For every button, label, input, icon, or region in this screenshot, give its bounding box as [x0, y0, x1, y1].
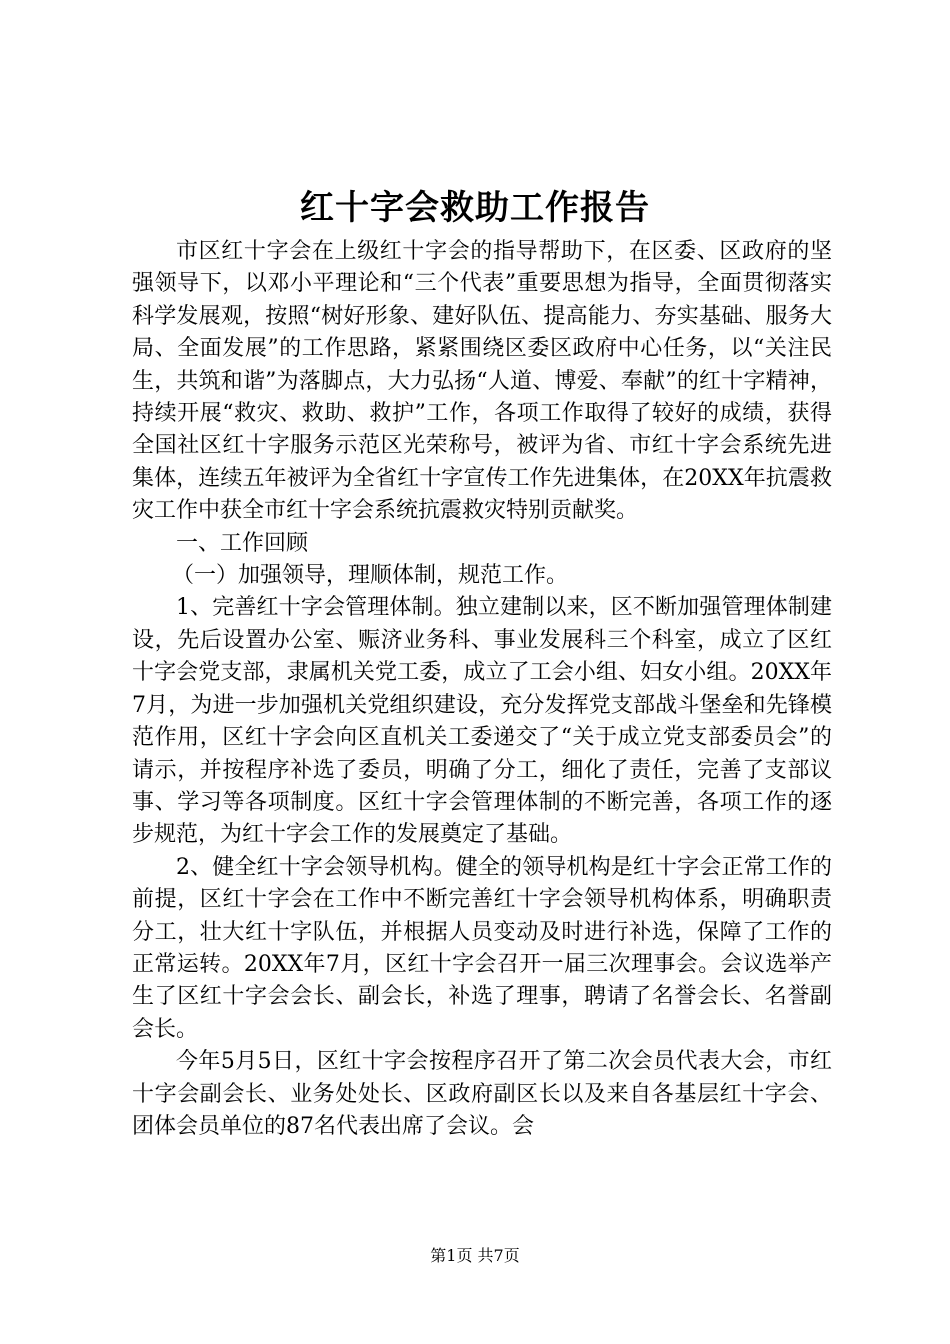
- section-heading: 一、工作回顾: [176, 530, 309, 556]
- page-footer: 第1页 共7页: [430, 1246, 520, 1265]
- intro-paragraph: 市区红十字会在上级红十字会的指导帮助下，在区委、区政府的坚强领导下，以邓小平理论和“三个代表”重要思想为指导，全面贯彻落实科学发展观，按照“树好形象、建好队伍、提高能力、夯实基础、服务大局、全面发展”的工作思路，紧紧围绕区委区政府中心任务，以“关注民生，共筑和谐”为落脚点，大力弘扬“人道、博爱、奉献”的红十字精神，持续开展“救灾、救助、救护”工作，各项工作取得了较好的成绩，获得全国社区红十字服务示范区光荣称号，被评为省、市红十字会系统先进集体，连续五年被评为全省红十字宣传工作先进集体，在20XX年抗震救灾工作中获全市红十字会系统抗震救灾特别贡献奖。: [132, 239, 832, 524]
- body-paragraph: 1、完善红十字会管理体制。独立建制以来，区不断加强管理体制建设，先后设置办公室、赈济业务科、事业发展科三个科室，成立了区红十字会党支部，隶属机关党工委，成立了工会小组、妇女小组。20XX年7月，为进一步加强机关党组织建设，充分发挥党支部战斗堡垒和先锋模范作用，区红十字会向区直机关工委递交了“关于成立党支部委员会”的请示，并按程序补选了委员，明确了分工，细化了责任，完善了支部议事、学习等各项制度。区红十字会管理体制的不断完善，各项工作的逐步规范，为红十字会工作的发展奠定了基础。: [132, 595, 832, 848]
- subsection-heading: （一）加强领导，理顺体制，规范工作。: [172, 563, 569, 589]
- body-paragraph: 今年5月5日，区红十字会按程序召开了第二次会员代表大会，市红十字会副会长、业务处处长、区政府副区长以及来自各基层红十字会、团体会员单位的87名代表出席了会议。会: [132, 1049, 832, 1139]
- document-body: [132, 236, 832, 1143]
- document-title: 红十字会救助工作报告: [300, 188, 650, 228]
- body-paragraph: 2、健全红十字会领导机构。健全的领导机构是红十字会正常工作的前提，区红十字会在工作中不断完善红十字会领导机构体系，明确职责分工，壮大红十字队伍，并根据人员变动及时进行补选，保障了工作的正常运转。20XX年7月，区红十字会召开一届三次理事会。会议选举产生了区红十字会会长、副会长，补选了理事，聘请了名誉会长、名誉副会长。: [132, 854, 832, 1042]
